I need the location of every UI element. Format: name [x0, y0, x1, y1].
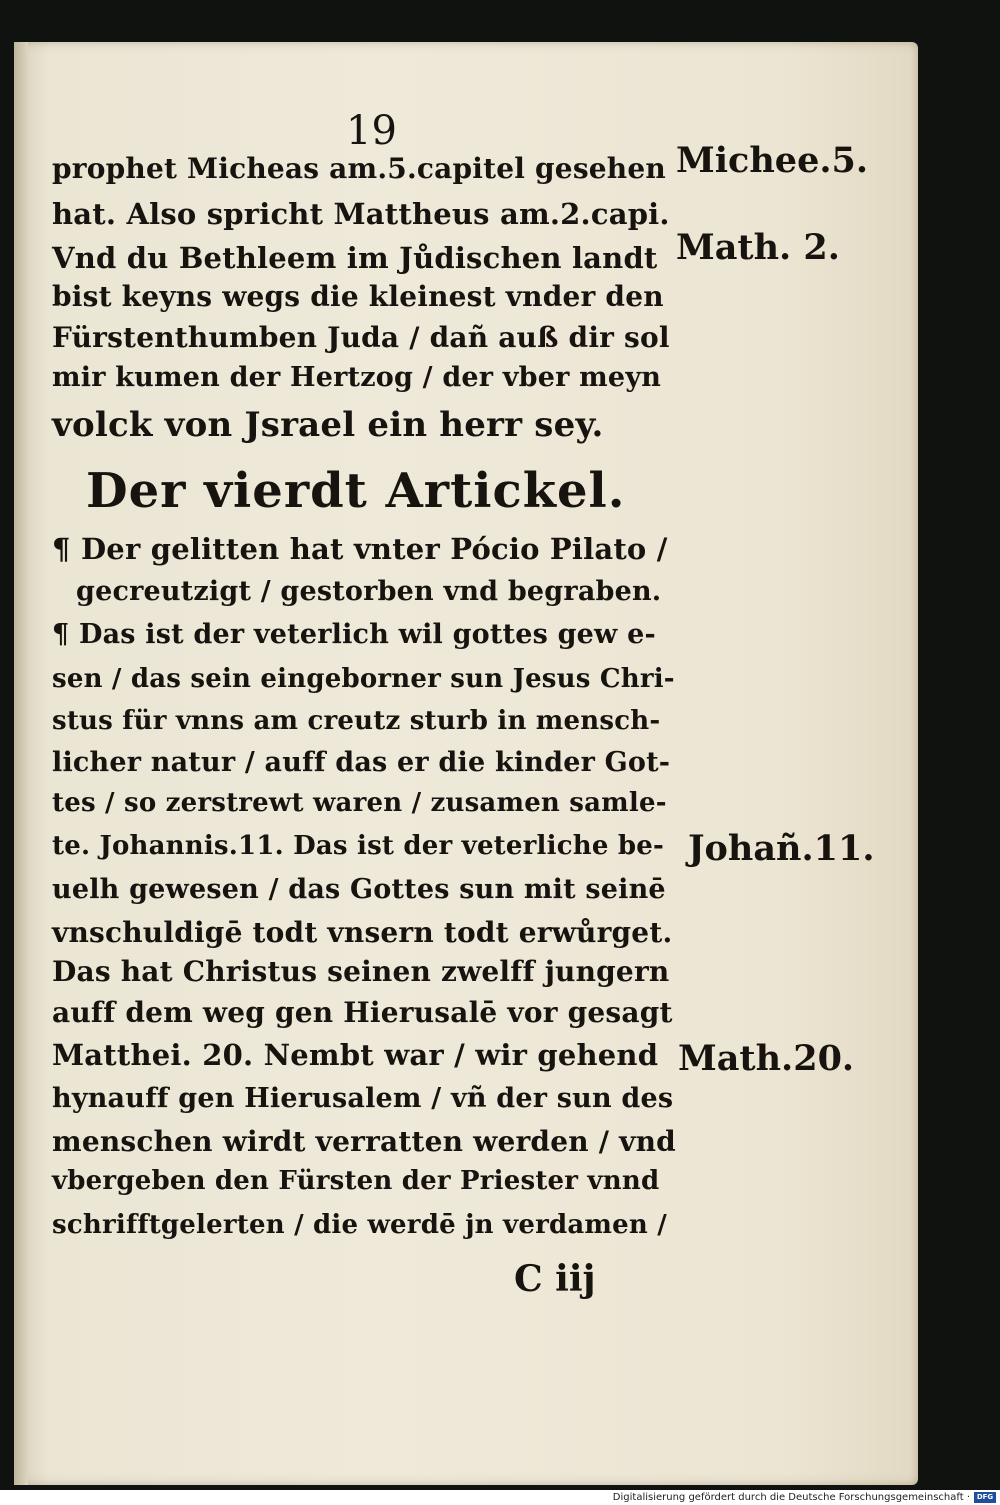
body-line: bist keyns wegs die kleinest vnder den: [52, 280, 664, 313]
funding-notice: Digitalisierung gefördert durch die Deutsche Forschungsgemeinschaft ·: [612, 1492, 970, 1503]
body-line: tes / so zerstrewt waren / zusamen samle-: [52, 788, 667, 818]
body-line: vbergeben den Fürsten der Priester vnnd: [52, 1166, 660, 1196]
signature-mark: C iij: [514, 1258, 596, 1300]
margin-note: Math.20.: [678, 1038, 855, 1079]
body-line: ¶ Das ist der veterlich wil gottes gew e-: [52, 619, 656, 650]
body-line: hynauff gen Hierusalem / vñ der sun des: [52, 1083, 674, 1114]
footer-bar: [0, 1490, 1000, 1505]
margin-note: Michee.5.: [676, 140, 869, 181]
body-line: Matthei. 20. Nembt war / wir gehend: [52, 1038, 659, 1072]
body-line: uelh gewesen / das Gottes sun mit seinē: [52, 874, 666, 905]
book-page: [14, 42, 918, 1485]
body-line: ¶ Der gelitten hat vnter Pócio Pilato /: [52, 532, 668, 566]
page-gutter: [14, 42, 28, 1485]
body-line: stus für vnns am creutz sturb in mensch-: [52, 706, 661, 736]
body-line: mir kumen der Hertzog / der vber meyn: [52, 362, 662, 393]
body-line: vnschuldigē todt vnsern todt erwůrget.: [52, 916, 673, 949]
margin-note: Math. 2.: [676, 227, 840, 268]
body-line: Das hat Christus seinen zwelff jungern: [52, 955, 670, 988]
body-line: hat. Also spricht Mattheus am.2.capi.: [52, 197, 670, 231]
body-line: Fürstenthumben Juda / dañ auß dir sol: [52, 321, 670, 354]
body-line: gecreutzigt / gestorben vnd begraben.: [76, 576, 662, 607]
body-line: schrifftgelerten / die werdē jn verdamen /: [52, 1210, 667, 1240]
body-line: sen / das sein eingeborner sun Jesus Chri-: [52, 664, 675, 694]
page-number: 19: [346, 108, 397, 154]
body-line: volck von Jsrael ein herr sey.: [52, 405, 604, 445]
dfg-logo: DFG: [974, 1492, 996, 1503]
body-line: licher natur / auff das er die kinder Got-: [52, 747, 671, 778]
body-line: Vnd du Bethleem im Jůdischen landt: [52, 241, 658, 275]
body-line: prophet Micheas am.5.capitel gesehen: [52, 152, 666, 185]
margin-note: Johañ.11.: [688, 828, 875, 869]
body-line: te. Johannis.11. Das ist der veterliche be-: [52, 831, 664, 861]
section-heading: Der vierdt Artickel.: [86, 463, 626, 519]
body-line: menschen wirdt verratten werden / vnd: [52, 1125, 676, 1158]
body-line: auff dem weg gen Hierusalē vor gesagt: [52, 996, 673, 1029]
